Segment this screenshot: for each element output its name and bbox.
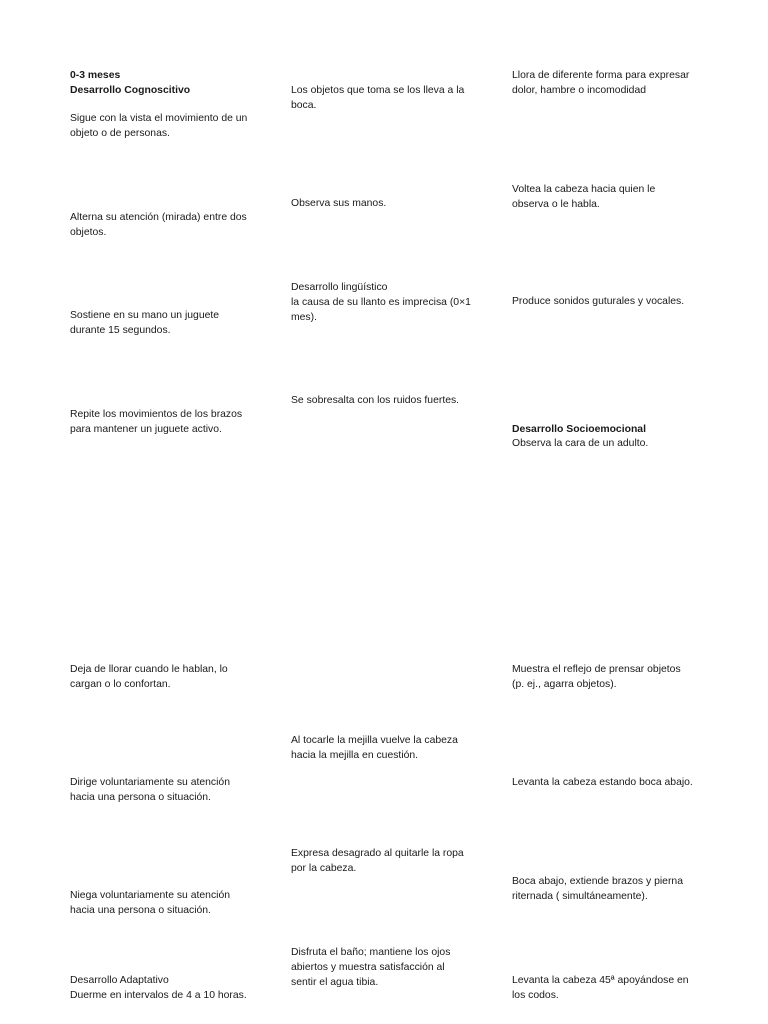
milestone-item: Dirige voluntariamente su atención hacia una persona o situación. [70, 777, 230, 803]
milestone-item: Duerme en intervalos de 4 a 10 horas. [70, 990, 247, 1001]
milestone-item: Produce sonidos guturales y vocales. [512, 296, 685, 307]
milestone-item: Sigue con la vista el movimiento de un objeto o de personas. [70, 113, 248, 139]
milestone-item: Muestra el reflejo de prensar objetos (p. ej., agarra objetos). [512, 664, 681, 690]
milestone-item: la causa de su llanto es imprecisa (0×1 mes). [291, 297, 471, 323]
milestone-item: Llora de diferente forma para expresar dolor, hambre o incomodidad [512, 70, 690, 96]
milestone-item: Levanta la cabeza estando boca abajo. [512, 777, 693, 788]
section-heading-cognitive: Desarrollo Cognoscitivo [70, 85, 191, 96]
section-heading-adaptive: Desarrollo Adaptativo [70, 975, 169, 986]
age-range-heading: 0-3 meses [70, 70, 121, 81]
milestone-item: Sostiene en su mano un juguete durante 15 segundos. [70, 310, 220, 336]
section-heading-socioemotional: Desarrollo Socioemocional [512, 424, 646, 435]
milestone-item: Disfruta el baño; mantiene los ojos abiertos y muestra satisfacción al sentir el agua tibia. [291, 947, 451, 988]
milestone-item: Se sobresalta con los ruidos fuertes. [291, 395, 460, 406]
milestone-item: Observa la cara de un adulto. [512, 438, 649, 449]
milestone-item: Al tocarle la mejilla vuelve la cabeza hacia la mejilla en cuestión. [291, 735, 458, 761]
milestone-item: Boca abajo, extiende brazos y pierna riternada ( simultáneamente). [512, 876, 683, 902]
milestone-item: Alterna su atención (mirada) entre dos objetos. [70, 212, 247, 238]
milestone-item: Expresa desagrado al quitarle la ropa por la cabeza. [291, 848, 464, 874]
milestone-item: Voltea la cabeza hacia quien le observa o le habla. [512, 184, 656, 210]
milestone-item: Repite los movimientos de los brazos para mantener un juguete activo. [70, 409, 243, 435]
milestone-item: Levanta la cabeza 45ª apoyándose en los codos. [512, 975, 689, 1001]
milestone-item: Observa sus manos. [291, 198, 387, 209]
milestone-item: Niega voluntariamente su atención hacia una persona o situación. [70, 890, 230, 916]
section-heading-linguistic: Desarrollo lingüístico [291, 282, 388, 293]
milestone-item: Los objetos que toma se los lleva a la boca. [291, 85, 465, 111]
milestone-item: Deja de llorar cuando le hablan, lo cargan o lo confortan. [70, 664, 228, 690]
